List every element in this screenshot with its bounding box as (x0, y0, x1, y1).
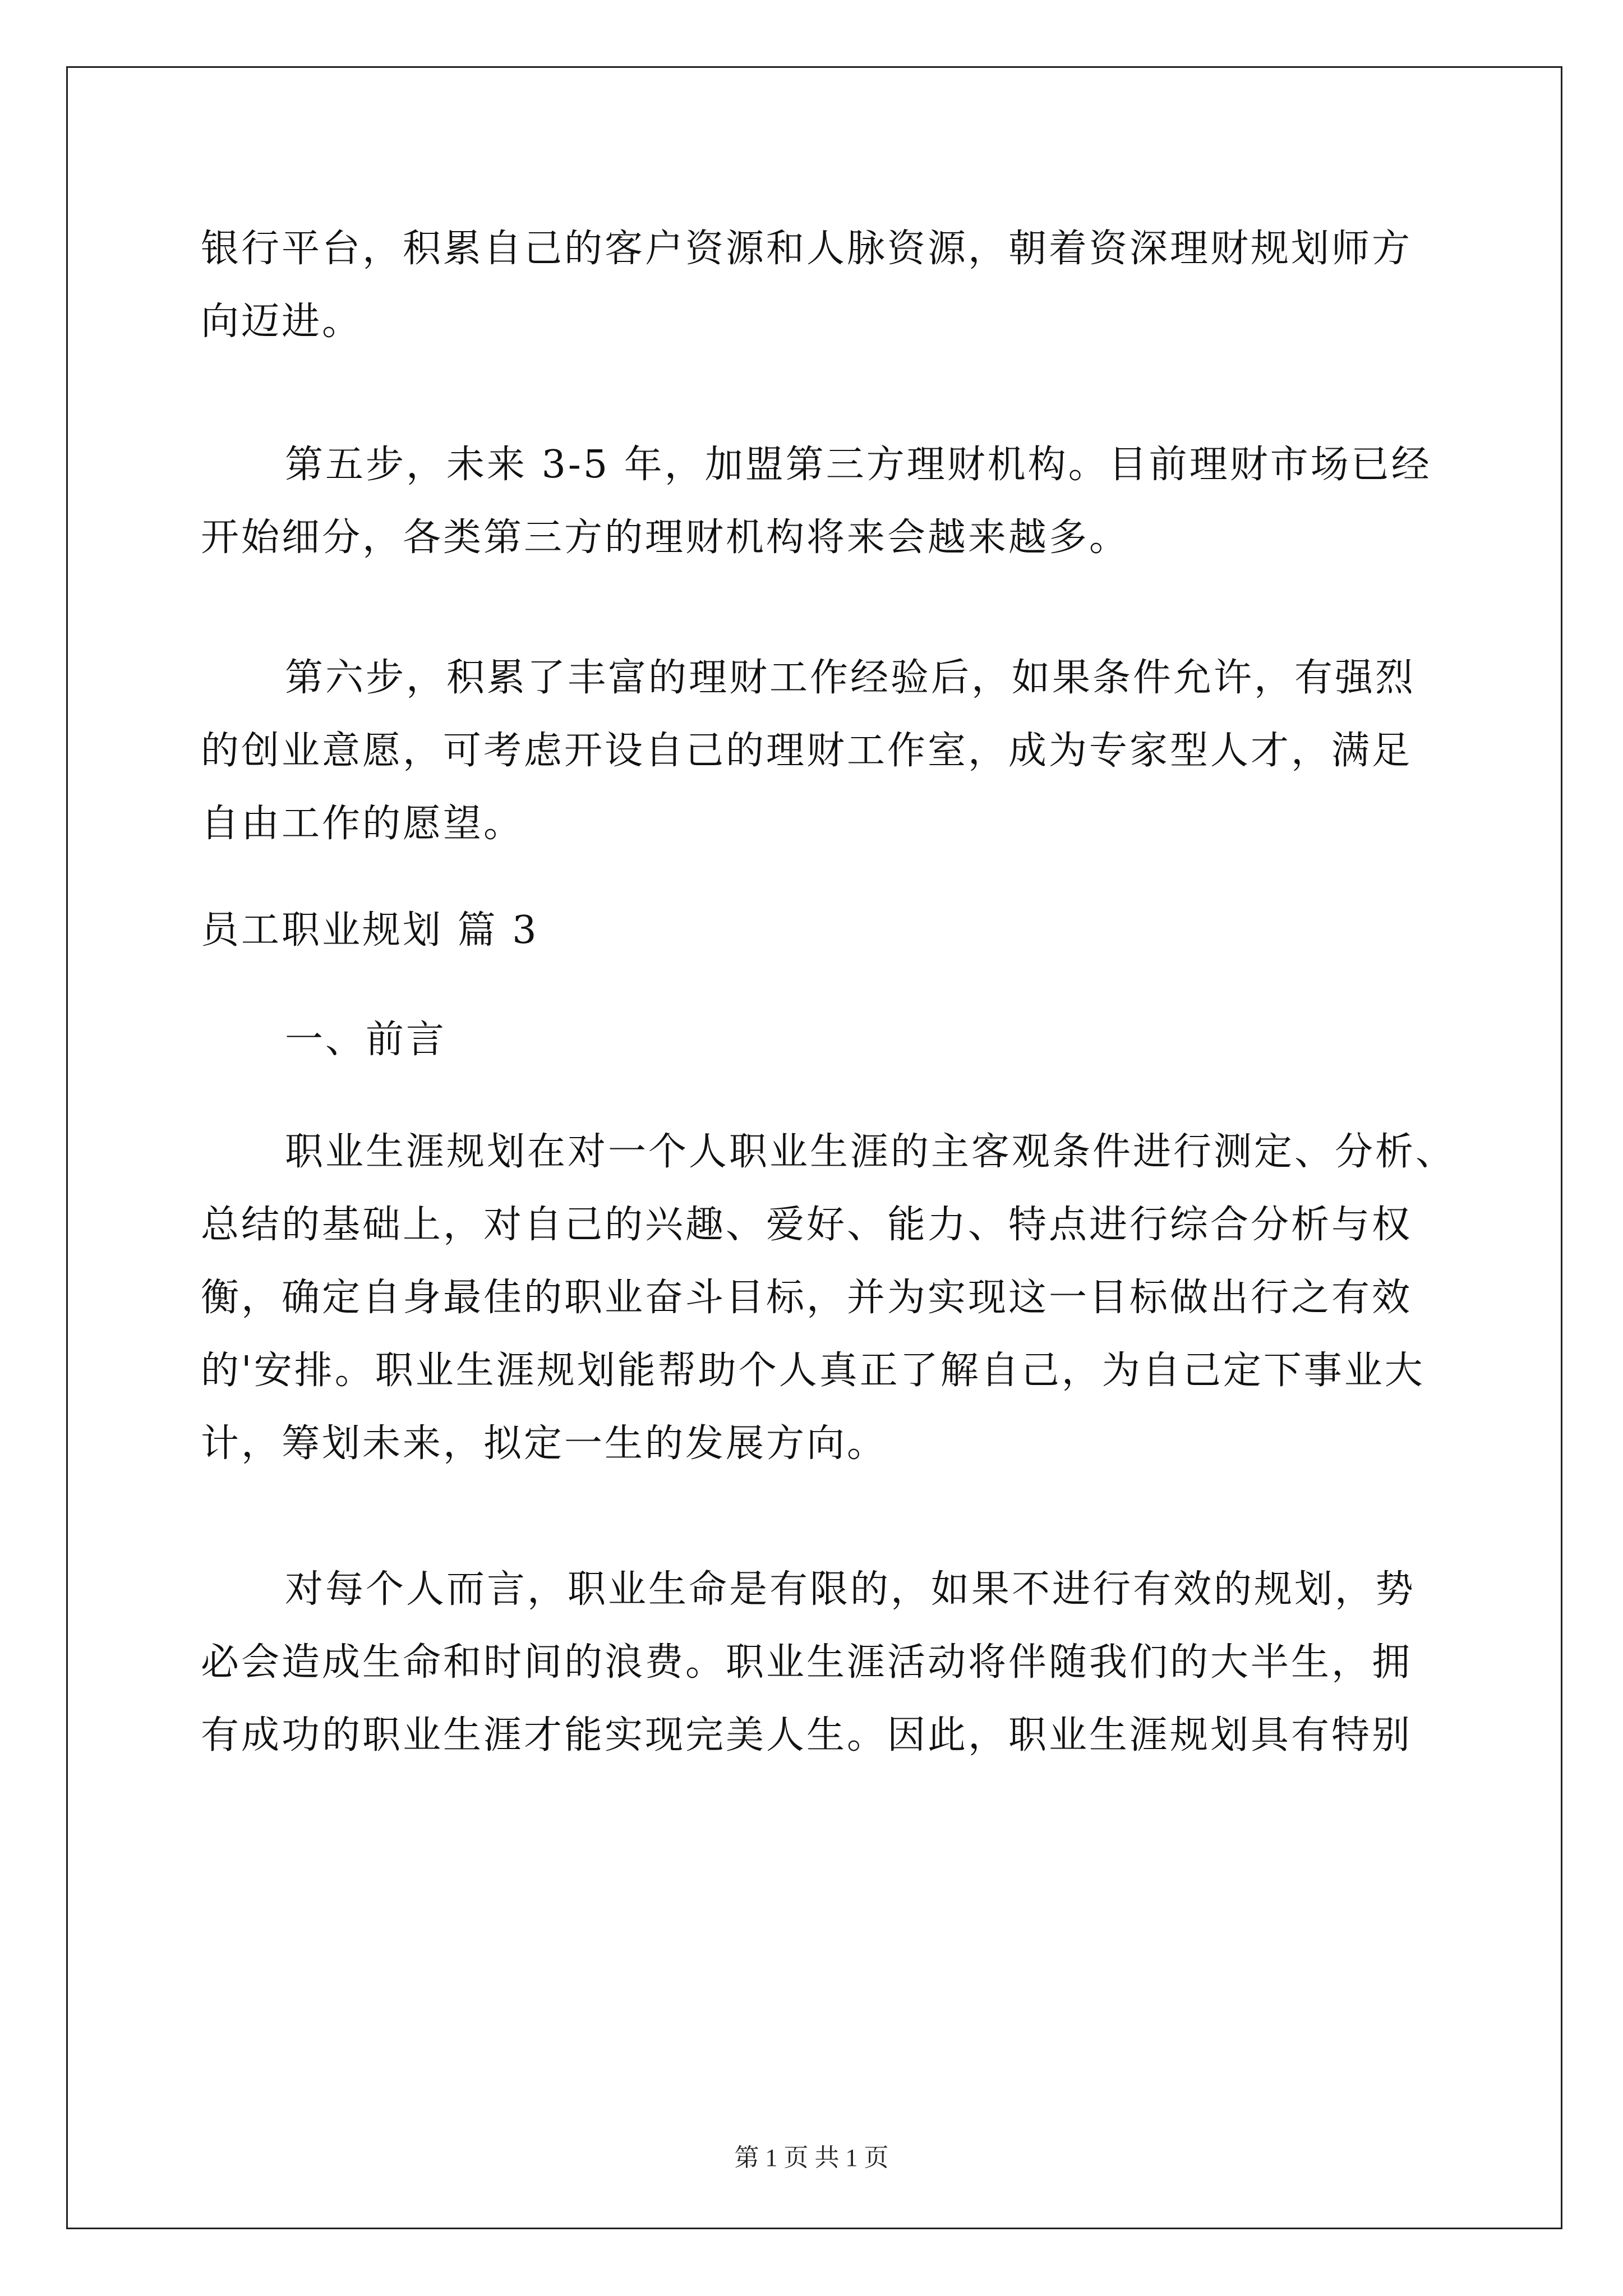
section-heading: 员工职业规划 篇 3 (201, 908, 539, 953)
text-line: 的'安排。职业生涯规划能帮助个人真正了解自己，为自己定下事业大 (201, 1349, 1425, 1393)
text-line: 第六步，积累了丰富的理财工作经验后，如果条件允许，有强烈 (285, 656, 1416, 700)
text-line: 的创业意愿，可考虑开设自己的理财工作室，成为专家型人才，满足 (201, 729, 1413, 773)
text-line: 计，筹划未来，拟定一生的发展方向。 (201, 1421, 888, 1466)
text-line: 职业生涯规划在对一个人职业生涯的主客观条件进行测定、分析、 (285, 1130, 1456, 1174)
text-line: 有成功的职业生涯才能实现完美人生。因此，职业生涯规划具有特别 (201, 1713, 1413, 1757)
text-line: 衡，确定自身最佳的职业奋斗目标，并为实现这一目标做出行之有效 (201, 1276, 1413, 1320)
text-line: 必会造成生命和时间的浪费。职业生涯活动将伴随我们的大半生，拥 (201, 1640, 1413, 1685)
subsection-heading: 一、前言 (285, 1018, 447, 1062)
text-line: 总结的基础上，对自己的兴趣、爱好、能力、特点进行综合分析与权 (201, 1203, 1413, 1247)
text-line: 第五步，未来 3-5 年，加盟第三方理财机构。目前理财市场已经 (285, 443, 1432, 487)
text-line: 银行平台，积累自己的客户资源和人脉资源，朝着资深理财规划师方 (201, 227, 1413, 271)
text-line: 自由工作的愿望。 (201, 802, 524, 846)
text-line: 开始细分，各类第三方的理财机构将来会越来越多。 (201, 516, 1130, 560)
text-line: 向迈进。 (201, 300, 363, 344)
text-line: 对每个人而言，职业生命是有限的，如果不进行有效的规划，势 (285, 1567, 1416, 1612)
page-footer: 第 1 页 共 1 页 (734, 2144, 889, 2171)
